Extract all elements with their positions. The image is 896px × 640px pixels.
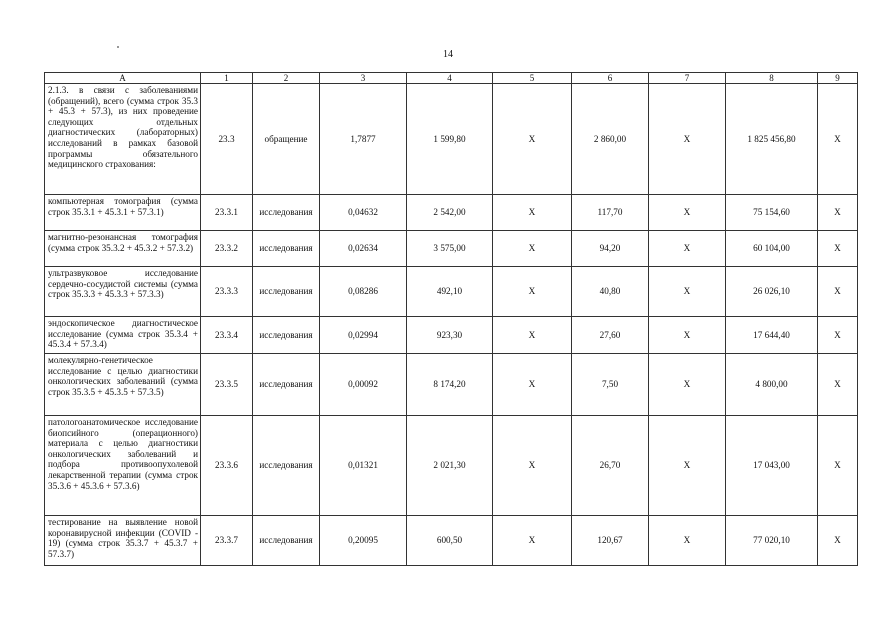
column-header-7: 7 (649, 73, 726, 84)
cell-c9: X (818, 267, 858, 317)
cell-c6: 117,70 (572, 195, 649, 231)
table-row (45, 84, 858, 195)
column-header-4: 4 (407, 73, 493, 84)
row-description: магнитно-резонансная томография (сумма строк 35.3.2 + 45.3.2 + 57.3.2) (45, 231, 201, 267)
cell-c9: X (818, 84, 858, 195)
cell-c6: 26,70 (572, 416, 649, 516)
cell-c1: 23.3 (201, 84, 253, 195)
cell-c7: X (649, 516, 726, 566)
cell-c6: 94,20 (572, 231, 649, 267)
cell-c6: 7,50 (572, 354, 649, 416)
cell-c9: X (818, 195, 858, 231)
cell-c2: исследования (253, 231, 320, 267)
cell-c4: 492,10 (407, 267, 493, 317)
cell-c4: 2 542,00 (407, 195, 493, 231)
column-header-0: A (45, 73, 201, 84)
column-header-2: 2 (253, 73, 320, 84)
cell-c5: X (493, 516, 572, 566)
cell-c8: 60 104,00 (726, 231, 818, 267)
cell-c3: 0,02994 (320, 317, 407, 354)
cell-c3: 0,04632 (320, 195, 407, 231)
cell-c3: 0,00092 (320, 354, 407, 416)
cell-c7: X (649, 195, 726, 231)
cell-c3: 0,20095 (320, 516, 407, 566)
cell-c6: 27,60 (572, 317, 649, 354)
cell-c8: 77 020,10 (726, 516, 818, 566)
cell-c5: X (493, 84, 572, 195)
cell-c5: X (493, 416, 572, 516)
cell-c9: X (818, 416, 858, 516)
scan-speck (117, 46, 119, 48)
row-description: тестирование на выявление новой коронавирусной инфекции (COVID - 19) (сумма строк 35.3.7 + 45.3.7 + 57.3.7) (45, 516, 201, 566)
cell-c5: X (493, 231, 572, 267)
cell-c4: 923,30 (407, 317, 493, 354)
row-description: молекулярно-генетическое исследование с целью диагностики онкологических заболеваний (сумма строк 35.3.5 + 45.3.5 + 57.3.5) (45, 354, 201, 416)
financing-table (44, 72, 858, 566)
row-description: 2.1.3. в связи с заболеваниями (обращений), всего (сумма строк 35.3 + 45.3 + 57.3), из них проведение следующих отдельных диагностических (лабораторных) исследований в рамках базовой программы обязательного медицинского страхования: (45, 84, 201, 195)
cell-c3: 0,01321 (320, 416, 407, 516)
cell-c8: 26 026,10 (726, 267, 818, 317)
cell-c7: X (649, 84, 726, 195)
table-row (45, 195, 858, 231)
column-header-8: 8 (726, 73, 818, 84)
cell-c4: 600,50 (407, 516, 493, 566)
table-row (45, 416, 858, 516)
row-description: эндоскопическое диагностическое исследование (сумма строк 35.3.4 + 45.3.4 + 57.3.4) (45, 317, 201, 354)
cell-c1: 23.3.5 (201, 354, 253, 416)
column-header-5: 5 (493, 73, 572, 84)
table-row (45, 267, 858, 317)
cell-c3: 1,7877 (320, 84, 407, 195)
row-description: ультразвуковое исследование сердечно-сосудистой системы (сумма строк 35.3.3 + 45.3.3 + 57.3.3) (45, 267, 201, 317)
column-header-6: 6 (572, 73, 649, 84)
column-header-9: 9 (818, 73, 858, 84)
cell-c3: 0,08286 (320, 267, 407, 317)
cell-c4: 3 575,00 (407, 231, 493, 267)
cell-c1: 23.3.4 (201, 317, 253, 354)
cell-c4: 2 021,30 (407, 416, 493, 516)
cell-c2: исследования (253, 195, 320, 231)
cell-c1: 23.3.1 (201, 195, 253, 231)
row-description: патологоанатомическое исследование биопсийного (операционного) материала с целью диагностики онкологических заболеваний и подбора противоопухолевой лекарственной терапии (сумма строк 35.3.6 + 45.3.6 + 57.3.6) (45, 416, 201, 516)
column-header-1: 1 (201, 73, 253, 84)
cell-c5: X (493, 354, 572, 416)
cell-c4: 8 174,20 (407, 354, 493, 416)
cell-c9: X (818, 354, 858, 416)
cell-c2: исследования (253, 516, 320, 566)
cell-c2: исследования (253, 317, 320, 354)
cell-c6: 120,67 (572, 516, 649, 566)
cell-c5: X (493, 317, 572, 354)
cell-c1: 23.3.6 (201, 416, 253, 516)
cell-c8: 1 825 456,80 (726, 84, 818, 195)
cell-c8: 17 043,00 (726, 416, 818, 516)
header-row (45, 73, 858, 84)
cell-c2: исследования (253, 267, 320, 317)
page-number: 14 (443, 49, 453, 60)
cell-c1: 23.3.3 (201, 267, 253, 317)
cell-c7: X (649, 416, 726, 516)
cell-c9: X (818, 231, 858, 267)
cell-c7: X (649, 317, 726, 354)
cell-c6: 40,80 (572, 267, 649, 317)
table-body (45, 84, 858, 566)
cell-c5: X (493, 267, 572, 317)
cell-c2: обращение (253, 84, 320, 195)
cell-c2: исследования (253, 354, 320, 416)
cell-c8: 4 800,00 (726, 354, 818, 416)
cell-c6: 2 860,00 (572, 84, 649, 195)
cell-c7: X (649, 354, 726, 416)
cell-c5: X (493, 195, 572, 231)
cell-c2: исследования (253, 416, 320, 516)
cell-c4: 1 599,80 (407, 84, 493, 195)
cell-c1: 23.3.2 (201, 231, 253, 267)
row-description: компьютерная томография (сумма строк 35.3.1 + 45.3.1 + 57.3.1) (45, 195, 201, 231)
cell-c7: X (649, 231, 726, 267)
cell-c3: 0,02634 (320, 231, 407, 267)
table-row (45, 354, 858, 416)
table-row (45, 231, 858, 267)
cell-c8: 17 644,40 (726, 317, 818, 354)
table-row (45, 317, 858, 354)
cell-c9: X (818, 516, 858, 566)
cell-c1: 23.3.7 (201, 516, 253, 566)
cell-c8: 75 154,60 (726, 195, 818, 231)
cell-c9: X (818, 317, 858, 354)
column-header-3: 3 (320, 73, 407, 84)
table-row (45, 516, 858, 566)
cell-c7: X (649, 267, 726, 317)
